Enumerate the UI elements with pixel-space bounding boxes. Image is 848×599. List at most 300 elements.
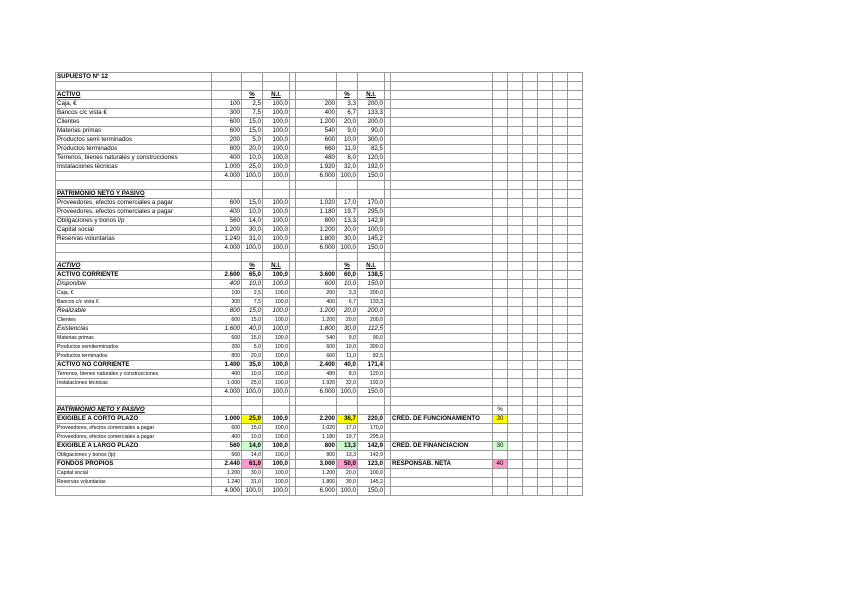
pct-2009[interactable]: 5,0	[242, 343, 263, 352]
row-label[interactable]: Reservas voluntarias	[56, 478, 212, 487]
empty-cell[interactable]	[337, 397, 358, 406]
empty-cell[interactable]	[508, 478, 523, 487]
empty-cell[interactable]	[493, 262, 508, 271]
empty-cell[interactable]	[553, 289, 568, 298]
pct-2010[interactable]: 20,0	[337, 226, 358, 235]
empty-cell[interactable]	[553, 433, 568, 442]
value-2010[interactable]: 1.800	[296, 478, 337, 487]
pct-2009[interactable]: 14,0	[242, 451, 263, 460]
value-2010[interactable]: 1.020	[296, 199, 337, 208]
total-pct-2010[interactable]: 100,0	[337, 244, 358, 253]
empty-cell[interactable]	[358, 397, 385, 406]
row-label[interactable]: Obligaciones y bonos (lp)	[56, 451, 212, 460]
empty-cell[interactable]	[56, 388, 212, 397]
value-2009[interactable]: 2.600	[212, 271, 242, 280]
empty-cell[interactable]	[242, 73, 263, 82]
empty-cell[interactable]	[212, 253, 242, 262]
empty-cell[interactable]	[523, 181, 538, 190]
total-pct-2010[interactable]: 100,0	[337, 487, 358, 496]
empty-cell[interactable]	[493, 352, 508, 361]
empty-cell[interactable]	[263, 190, 290, 199]
ni-2010[interactable]: 170,0	[358, 199, 385, 208]
empty-cell[interactable]	[523, 298, 538, 307]
empty-cell[interactable]	[553, 253, 568, 262]
empty-cell[interactable]	[296, 181, 337, 190]
value-2009[interactable]: 200	[212, 136, 242, 145]
empty-cell[interactable]	[568, 109, 583, 118]
empty-cell[interactable]	[493, 307, 508, 316]
ni-2010[interactable]: 120,0	[358, 154, 385, 163]
empty-cell[interactable]	[523, 406, 538, 415]
total-2010[interactable]: 6.000	[296, 487, 337, 496]
empty-cell[interactable]	[391, 163, 493, 172]
ni-2009[interactable]: 100,0	[263, 199, 290, 208]
empty-cell[interactable]	[553, 154, 568, 163]
empty-cell[interactable]	[242, 82, 263, 91]
side-label[interactable]: CRÉD. DE FINANCIACIÓN	[391, 442, 493, 451]
empty-cell[interactable]	[523, 352, 538, 361]
empty-cell[interactable]	[553, 424, 568, 433]
empty-cell[interactable]	[538, 316, 553, 325]
ni-2009[interactable]: 100,0	[263, 325, 290, 334]
empty-cell[interactable]	[568, 424, 583, 433]
empty-cell[interactable]	[337, 73, 358, 82]
empty-cell[interactable]	[56, 82, 212, 91]
empty-cell[interactable]	[493, 235, 508, 244]
value-2009[interactable]: 600	[212, 199, 242, 208]
empty-cell[interactable]	[391, 451, 493, 460]
empty-cell[interactable]	[493, 172, 508, 181]
value-2010[interactable]: 480	[296, 370, 337, 379]
empty-cell[interactable]	[568, 82, 583, 91]
value-2010[interactable]: 400	[296, 298, 337, 307]
row-label[interactable]: Proveedores, efectos comerciales a pagar	[56, 208, 212, 217]
section-header[interactable]: PATRIMONIO NETO Y PASIVO	[56, 190, 212, 199]
empty-cell[interactable]	[523, 487, 538, 496]
empty-cell[interactable]	[523, 478, 538, 487]
empty-cell[interactable]	[508, 451, 523, 460]
empty-cell[interactable]	[493, 145, 508, 154]
empty-cell[interactable]	[391, 262, 493, 271]
empty-cell[interactable]	[508, 217, 523, 226]
ni-2009[interactable]: 100,0	[263, 217, 290, 226]
empty-cell[interactable]	[493, 280, 508, 289]
empty-cell[interactable]	[391, 109, 493, 118]
ni-2010[interactable]: 112,5	[358, 325, 385, 334]
value-2009[interactable]: 300	[212, 298, 242, 307]
row-label[interactable]: Capital social	[56, 469, 212, 478]
empty-cell[interactable]	[523, 226, 538, 235]
empty-cell[interactable]	[493, 73, 508, 82]
empty-cell[interactable]	[212, 73, 242, 82]
pct-2009[interactable]: 10,0	[242, 370, 263, 379]
empty-cell[interactable]	[508, 109, 523, 118]
empty-cell[interactable]	[553, 370, 568, 379]
value-2010[interactable]: 1.200	[296, 226, 337, 235]
empty-cell[interactable]	[523, 190, 538, 199]
empty-cell[interactable]	[538, 397, 553, 406]
empty-cell[interactable]	[508, 172, 523, 181]
total-ni-2010[interactable]: 150,0	[358, 388, 385, 397]
empty-cell[interactable]	[391, 316, 493, 325]
empty-cell[interactable]	[56, 397, 212, 406]
pct-2009[interactable]: 15,0	[242, 316, 263, 325]
ni-2010[interactable]: 295,0	[358, 208, 385, 217]
empty-cell[interactable]	[508, 145, 523, 154]
empty-cell[interactable]	[391, 325, 493, 334]
ni-2009[interactable]: 100,0	[263, 442, 290, 451]
empty-cell[interactable]	[391, 379, 493, 388]
pct-header[interactable]: %	[242, 91, 263, 100]
value-2009[interactable]: 600	[212, 118, 242, 127]
value-2010[interactable]: 1.200	[296, 316, 337, 325]
empty-cell[interactable]	[568, 190, 583, 199]
empty-cell[interactable]	[508, 442, 523, 451]
total-pct-2010[interactable]: 100,0	[337, 172, 358, 181]
pct-2010[interactable]: 3,3	[337, 100, 358, 109]
pct-2010[interactable]: 13,3	[337, 217, 358, 226]
pct-2009[interactable]: 2,5	[242, 289, 263, 298]
empty-cell[interactable]	[493, 451, 508, 460]
empty-cell[interactable]	[391, 352, 493, 361]
value-2010[interactable]: 200	[296, 289, 337, 298]
empty-cell[interactable]	[568, 73, 583, 82]
empty-cell[interactable]	[508, 343, 523, 352]
empty-cell[interactable]	[523, 388, 538, 397]
pct-2009[interactable]: 15,0	[242, 127, 263, 136]
ni-2010[interactable]: 133,3	[358, 109, 385, 118]
ni-2009[interactable]: 100,0	[263, 379, 290, 388]
pct-2010[interactable]: 13,3	[337, 442, 358, 451]
value-2009[interactable]: 400	[212, 370, 242, 379]
pct-2009[interactable]: 10,0	[242, 280, 263, 289]
value-2009[interactable]: 400	[212, 433, 242, 442]
empty-cell[interactable]	[568, 460, 583, 469]
empty-cell[interactable]	[568, 307, 583, 316]
ni-2009[interactable]: 100,0	[263, 280, 290, 289]
pct-2010[interactable]: 6,7	[337, 109, 358, 118]
empty-cell[interactable]	[263, 397, 290, 406]
value-2009[interactable]: 800	[212, 352, 242, 361]
empty-cell[interactable]	[568, 280, 583, 289]
value-2009[interactable]: 1.600	[212, 325, 242, 334]
empty-cell[interactable]	[493, 244, 508, 253]
empty-cell[interactable]	[296, 73, 337, 82]
empty-cell[interactable]	[493, 190, 508, 199]
empty-cell[interactable]	[538, 460, 553, 469]
ni-2009[interactable]: 100,0	[263, 433, 290, 442]
ni-2009[interactable]: 100,0	[263, 271, 290, 280]
row-label[interactable]: Realizable	[56, 307, 212, 316]
pct-2009[interactable]: 5,0	[242, 136, 263, 145]
value-2010[interactable]: 1.200	[296, 118, 337, 127]
total-ni-2009[interactable]: 100,0	[263, 388, 290, 397]
ni-2009[interactable]: 100,0	[263, 424, 290, 433]
row-label[interactable]: Materias primas	[56, 127, 212, 136]
value-2010[interactable]: 480	[296, 154, 337, 163]
empty-cell[interactable]	[523, 424, 538, 433]
empty-cell[interactable]	[538, 91, 553, 100]
empty-cell[interactable]	[508, 352, 523, 361]
pct-2010[interactable]: 19,7	[337, 208, 358, 217]
ni-2010[interactable]: 82,5	[358, 145, 385, 154]
empty-cell[interactable]	[493, 298, 508, 307]
empty-cell[interactable]	[391, 280, 493, 289]
empty-cell[interactable]	[538, 136, 553, 145]
value-2010[interactable]: 1.180	[296, 433, 337, 442]
empty-cell[interactable]	[538, 478, 553, 487]
ni-2009[interactable]: 100,0	[263, 208, 290, 217]
total-pct-2010[interactable]: 100,0	[337, 388, 358, 397]
empty-cell[interactable]	[553, 109, 568, 118]
empty-cell[interactable]	[493, 82, 508, 91]
total-ni-2009[interactable]: 100,0	[263, 172, 290, 181]
empty-cell[interactable]	[493, 289, 508, 298]
empty-cell[interactable]	[508, 271, 523, 280]
row-label[interactable]: Bancos c/c vista €	[56, 109, 212, 118]
total-ni-2010[interactable]: 150,0	[358, 172, 385, 181]
empty-cell[interactable]	[263, 406, 290, 415]
empty-cell[interactable]	[296, 190, 337, 199]
row-label[interactable]: Proveedores, efectos comerciales a pagar	[56, 199, 212, 208]
empty-cell[interactable]	[391, 424, 493, 433]
empty-cell[interactable]	[538, 172, 553, 181]
row-label[interactable]: Obligaciones y bonos l/p	[56, 217, 212, 226]
empty-cell[interactable]	[493, 181, 508, 190]
empty-cell[interactable]	[523, 271, 538, 280]
value-2010[interactable]: 600	[296, 136, 337, 145]
empty-cell[interactable]	[538, 199, 553, 208]
empty-cell[interactable]	[568, 361, 583, 370]
value-2009[interactable]: 800	[212, 145, 242, 154]
empty-cell[interactable]	[568, 181, 583, 190]
ni-header[interactable]: N.I.	[263, 91, 290, 100]
empty-cell[interactable]	[538, 190, 553, 199]
ni-2009[interactable]: 100,0	[263, 370, 290, 379]
empty-cell[interactable]	[493, 478, 508, 487]
empty-cell[interactable]	[553, 226, 568, 235]
total-2009[interactable]: 4.000	[212, 172, 242, 181]
ni-2009[interactable]: 100,0	[263, 298, 290, 307]
empty-cell[interactable]	[553, 379, 568, 388]
value-2009[interactable]: 560	[212, 442, 242, 451]
empty-cell[interactable]	[538, 244, 553, 253]
pct-2009[interactable]: 10,0	[242, 433, 263, 442]
total-pct-2009[interactable]: 100,0	[242, 487, 263, 496]
value-2010[interactable]: 2.400	[296, 361, 337, 370]
empty-cell[interactable]	[493, 388, 508, 397]
ni-2009[interactable]: 100,0	[263, 361, 290, 370]
empty-cell[interactable]	[56, 487, 212, 496]
empty-cell[interactable]	[493, 154, 508, 163]
empty-cell[interactable]	[523, 370, 538, 379]
ni-2010[interactable]: 120,0	[358, 370, 385, 379]
empty-cell[interactable]	[523, 469, 538, 478]
empty-cell[interactable]	[568, 406, 583, 415]
section-header[interactable]: PATRIMONIO NETO Y PASIVO	[56, 406, 212, 415]
empty-cell[interactable]	[538, 289, 553, 298]
empty-cell[interactable]	[508, 73, 523, 82]
empty-cell[interactable]	[391, 397, 493, 406]
empty-cell[interactable]	[553, 190, 568, 199]
value-2010[interactable]: 1.920	[296, 379, 337, 388]
empty-cell[interactable]	[538, 280, 553, 289]
empty-cell[interactable]	[523, 442, 538, 451]
empty-cell[interactable]	[553, 181, 568, 190]
empty-cell[interactable]	[508, 100, 523, 109]
empty-cell[interactable]	[212, 190, 242, 199]
empty-cell[interactable]	[568, 343, 583, 352]
empty-cell[interactable]	[568, 397, 583, 406]
pct-2010[interactable]: 3,3	[337, 289, 358, 298]
empty-cell[interactable]	[553, 262, 568, 271]
empty-cell[interactable]	[538, 451, 553, 460]
empty-cell[interactable]	[553, 307, 568, 316]
empty-cell[interactable]	[553, 442, 568, 451]
value-2009[interactable]: 400	[212, 280, 242, 289]
empty-cell[interactable]	[523, 415, 538, 424]
empty-cell[interactable]	[493, 127, 508, 136]
empty-cell[interactable]	[553, 217, 568, 226]
empty-cell[interactable]	[242, 253, 263, 262]
value-2009[interactable]: 600	[212, 334, 242, 343]
empty-cell[interactable]	[508, 361, 523, 370]
ni-2010[interactable]: 171,4	[358, 361, 385, 370]
pct-2009[interactable]: 65,0	[242, 271, 263, 280]
empty-cell[interactable]	[523, 280, 538, 289]
empty-cell[interactable]	[242, 181, 263, 190]
empty-cell[interactable]	[568, 352, 583, 361]
empty-cell[interactable]	[523, 136, 538, 145]
total-pct-2009[interactable]: 100,0	[242, 244, 263, 253]
pct-2009[interactable]: 31,0	[242, 235, 263, 244]
pct-2010[interactable]: 13,3	[337, 451, 358, 460]
empty-cell[interactable]	[568, 145, 583, 154]
pct-2010[interactable]: 19,7	[337, 433, 358, 442]
empty-cell[interactable]	[568, 370, 583, 379]
pct-2009[interactable]: 2,5	[242, 100, 263, 109]
ni-2010[interactable]: 295,0	[358, 433, 385, 442]
empty-cell[interactable]	[391, 289, 493, 298]
ni-2010[interactable]: 200,0	[358, 307, 385, 316]
empty-cell[interactable]	[568, 91, 583, 100]
empty-cell[interactable]	[493, 163, 508, 172]
empty-cell[interactable]	[568, 415, 583, 424]
empty-cell[interactable]	[493, 100, 508, 109]
pct-2009[interactable]: 61,0	[242, 460, 263, 469]
empty-cell[interactable]	[391, 154, 493, 163]
empty-cell[interactable]	[568, 271, 583, 280]
empty-cell[interactable]	[523, 289, 538, 298]
empty-cell[interactable]	[568, 379, 583, 388]
total-2009[interactable]: 4.000	[212, 244, 242, 253]
value-2009[interactable]: 600	[212, 316, 242, 325]
empty-cell[interactable]	[337, 82, 358, 91]
value-2009[interactable]: 1.200	[212, 469, 242, 478]
pct-2009[interactable]: 15,0	[242, 118, 263, 127]
pct-2009[interactable]: 7,5	[242, 109, 263, 118]
ni-2009[interactable]: 100,0	[263, 235, 290, 244]
empty-cell[interactable]	[538, 109, 553, 118]
pct-2010[interactable]: 32,0	[337, 163, 358, 172]
pct-2010[interactable]: 40,0	[337, 361, 358, 370]
empty-cell[interactable]	[56, 181, 212, 190]
total-ni-2009[interactable]: 100,0	[263, 487, 290, 496]
row-label[interactable]: Bancos c/c vista €	[56, 298, 212, 307]
value-2009[interactable]: 1.400	[212, 361, 242, 370]
pct-2009[interactable]: 10,0	[242, 208, 263, 217]
empty-cell[interactable]	[493, 226, 508, 235]
empty-cell[interactable]	[568, 442, 583, 451]
empty-cell[interactable]	[493, 334, 508, 343]
empty-cell[interactable]	[508, 118, 523, 127]
ni-2010[interactable]: 82,5	[358, 352, 385, 361]
ni-2010[interactable]: 145,2	[358, 478, 385, 487]
empty-cell[interactable]	[212, 262, 242, 271]
empty-cell[interactable]	[523, 91, 538, 100]
side-value[interactable]: 30	[493, 415, 508, 424]
empty-cell[interactable]	[523, 235, 538, 244]
empty-cell[interactable]	[508, 190, 523, 199]
empty-cell[interactable]	[568, 199, 583, 208]
empty-cell[interactable]	[508, 406, 523, 415]
empty-cell[interactable]	[212, 181, 242, 190]
empty-cell[interactable]	[553, 163, 568, 172]
empty-cell[interactable]	[523, 217, 538, 226]
empty-cell[interactable]	[493, 136, 508, 145]
pct-header[interactable]: %	[337, 91, 358, 100]
empty-cell[interactable]	[391, 100, 493, 109]
empty-cell[interactable]	[337, 406, 358, 415]
empty-cell[interactable]	[538, 262, 553, 271]
pct-2010[interactable]: 20,0	[337, 307, 358, 316]
total-2010[interactable]: 6.000	[296, 172, 337, 181]
ni-2009[interactable]: 100,0	[263, 451, 290, 460]
empty-cell[interactable]	[296, 91, 337, 100]
total-pct-2009[interactable]: 100,0	[242, 388, 263, 397]
empty-cell[interactable]	[568, 100, 583, 109]
empty-cell[interactable]	[553, 91, 568, 100]
ni-2009[interactable]: 100,0	[263, 307, 290, 316]
empty-cell[interactable]	[391, 91, 493, 100]
empty-cell[interactable]	[391, 469, 493, 478]
empty-cell[interactable]	[538, 118, 553, 127]
empty-cell[interactable]	[538, 424, 553, 433]
row-label[interactable]: EXIGIBLE A CORTO PLAZO	[56, 415, 212, 424]
value-2009[interactable]: 400	[212, 154, 242, 163]
empty-cell[interactable]	[508, 226, 523, 235]
ni-2010[interactable]: 100,0	[358, 469, 385, 478]
empty-cell[interactable]	[493, 343, 508, 352]
empty-cell[interactable]	[391, 136, 493, 145]
pct-2010[interactable]: 30,0	[337, 235, 358, 244]
value-2010[interactable]: 660	[296, 352, 337, 361]
empty-cell[interactable]	[538, 370, 553, 379]
empty-cell[interactable]	[553, 244, 568, 253]
ni-2010[interactable]: 123,0	[358, 460, 385, 469]
empty-cell[interactable]	[493, 325, 508, 334]
pct-2009[interactable]: 15,0	[242, 334, 263, 343]
empty-cell[interactable]	[391, 217, 493, 226]
row-label[interactable]: Proveedores, efectos comerciales a pagar	[56, 424, 212, 433]
empty-cell[interactable]	[508, 388, 523, 397]
pct-2010[interactable]: 8,0	[337, 154, 358, 163]
empty-cell[interactable]	[523, 82, 538, 91]
pct-2010[interactable]: 17,0	[337, 199, 358, 208]
value-2009[interactable]: 560	[212, 451, 242, 460]
empty-cell[interactable]	[568, 298, 583, 307]
value-2009[interactable]: 1.000	[212, 415, 242, 424]
